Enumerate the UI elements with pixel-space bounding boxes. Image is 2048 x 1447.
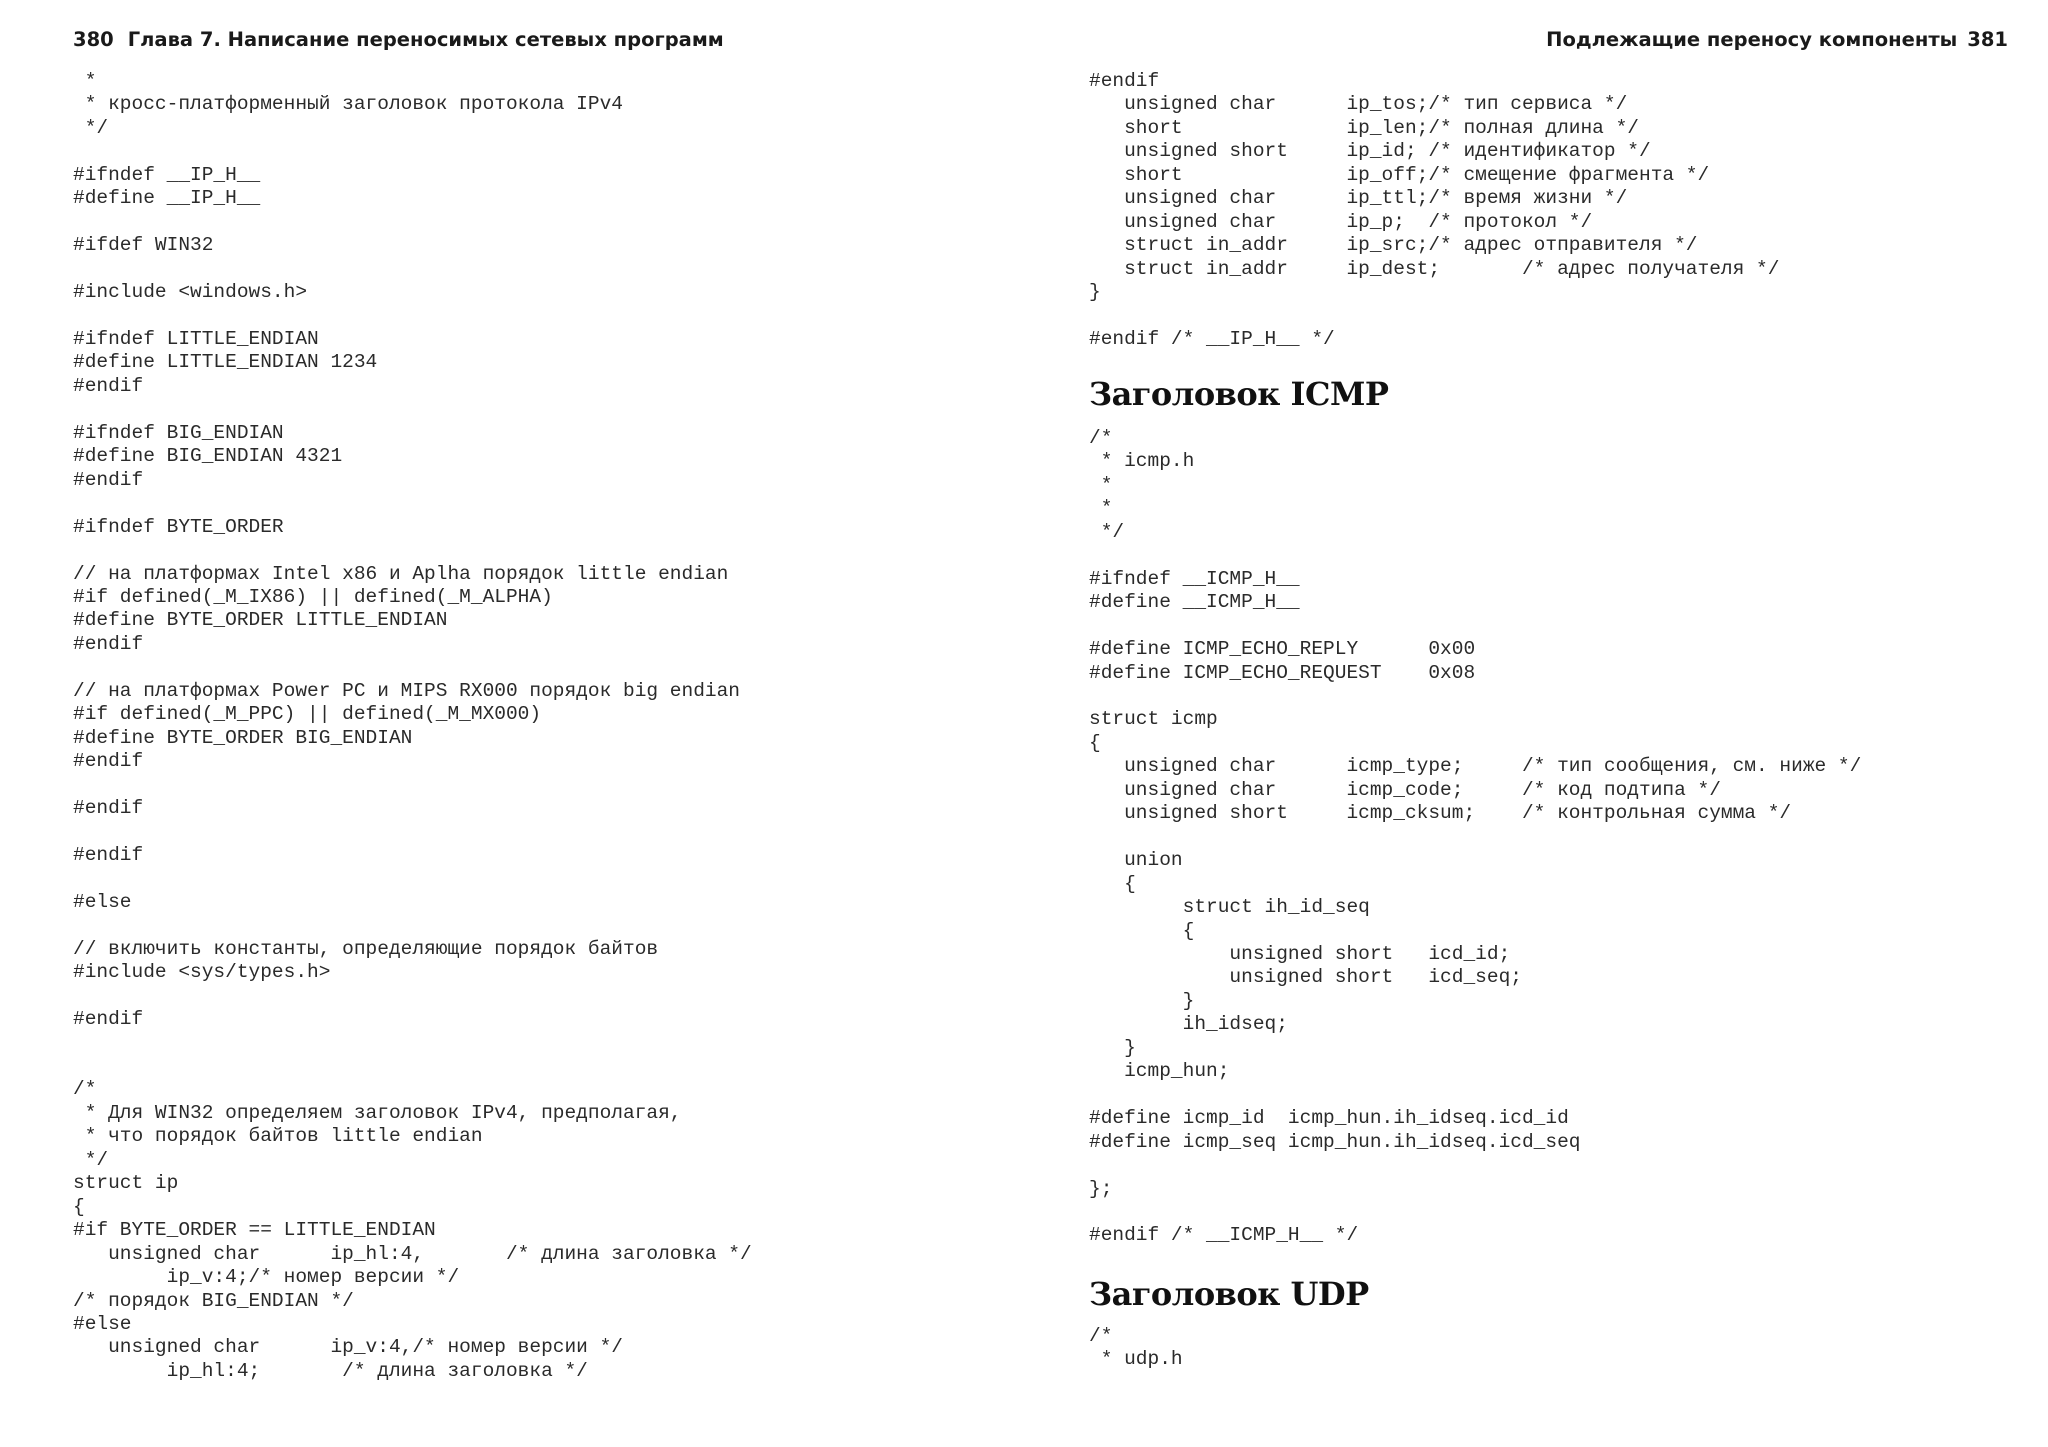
ip-struct-code-listing: #endif unsigned char ip_tos;/* тип сервиса */ short ip_len;/* полная длина */ unsigned short ip_id; /* идентификатор */ short ip_off;/* смещение фрагмента */ unsigned char ip_ttl;/* время жизни */ unsigned char ip_p; /* протокол */ struct in_addr ip_src;/* адрес отправителя */ struct in_addr ip_dest; /* адрес получателя */ } #endif /* __IP_H__ */ — [1089, 70, 1780, 350]
left-running-head — [73, 28, 724, 51]
ip-header-code-listing: * * кросс-платформенный заголовок протокола IPv4 */ #ifndef __IP_H__ #define __IP_H__ #ifdef WIN32 #include <windows.h> #ifndef LITTLE_ENDIAN #define LITTLE_ENDIAN 1234 #endif #ifndef BIG_ENDIAN #define BIG_ENDIAN 4321 #endif #ifndef BYTE_ORDER // на платформах Intel x86 и Aplha порядок little endian #if defined(_M_IX86) || defined(_M_ALPHA) #define BYTE_ORDER LITTLE_ENDIAN #endif // на платформах Power PC и MIPS RX000 порядок big endian #if defined(_M_PPC) || defined(_M_MX000) #define BYTE_ORDER BIG_ENDIAN #endif #endif #endif #else // включить константы, определяющие порядок байтов #include <sys/types.h> #endif /* * Для WIN32 определяем заголовок IPv4, предполагая, * что порядок байтов little endian */ struct ip { #if BYTE_ORDER == LITTLE_ENDIAN unsigned char ip_hl:4, /* длина заголовка */ ip_v:4;/* номер версии */ /* порядок BIG_ENDIAN */ #else unsigned char ip_v:4,/* номер версии */ ip_hl:4; /* длина заголовка */ — [73, 70, 752, 1382]
right-page-number: 381 — [1967, 28, 2008, 51]
right-section-title: Подлежащие переносу компоненты — [1546, 28, 1958, 51]
udp-header-code-listing: /* * udp.h — [1089, 1325, 1183, 1371]
icmp-header-code-listing: /* * icmp.h * * */ #ifndef __ICMP_H__ #define __ICMP_H__ #define ICMP_ECHO_REPLY 0x00 #define ICMP_ECHO_REQUEST 0x08 struct icmp { unsigned char icmp_type; /* тип сообщения, см. ниже */ unsigned char icmp_code; /* код подтипа */ unsigned short icmp_cksum; /* контрольная сумма */ union { struct ih_id_seq { unsigned short icd_id; unsigned short icd_seq; } ih_idseq; } icmp_hun; #define icmp_id icmp_hun.ih_idseq.icd_id #define icmp_seq icmp_hun.ih_idseq.icd_seq }; #endif /* __ICMP_H__ */ — [1089, 427, 1862, 1247]
icmp-section-heading: Заголовок ICMP — [1089, 375, 1389, 413]
left-chapter-title: Глава 7. Написание переносимых сетевых программ — [127, 28, 724, 51]
right-running-head — [1546, 28, 2008, 51]
right-page — [1024, 0, 2048, 1447]
left-page-number: 380 — [73, 28, 114, 51]
udp-section-heading: Заголовок UDP — [1089, 1275, 1369, 1313]
